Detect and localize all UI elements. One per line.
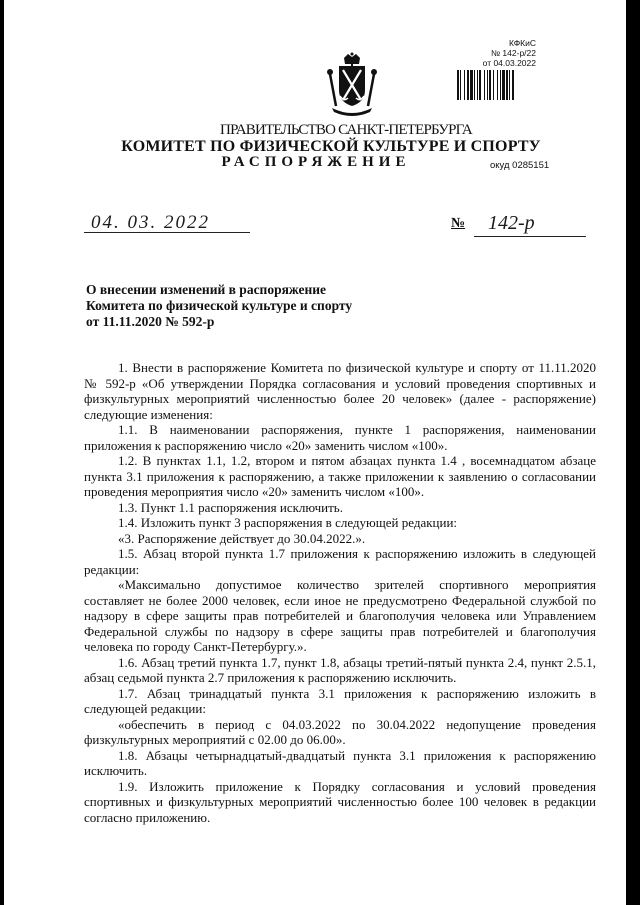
scan-border bbox=[626, 0, 640, 905]
paragraph: 1.5. Абзац второй пункта 1.7 приложения к распоряжению изложить в следующей редакции: bbox=[84, 546, 596, 577]
barcode-bar bbox=[474, 70, 475, 100]
okud-code: окуд 0285151 bbox=[490, 160, 550, 171]
barcode-bar bbox=[493, 70, 494, 100]
barcode-bar bbox=[479, 70, 481, 100]
number-underline bbox=[474, 236, 586, 237]
barcode-bar bbox=[512, 70, 514, 100]
barcode-bar bbox=[477, 70, 478, 100]
barcode-bar bbox=[506, 70, 508, 100]
handwritten-date: 04. 03. 2022 bbox=[91, 212, 210, 233]
handwritten-number: 142-р bbox=[488, 212, 535, 234]
paragraph: 1.1. В наименовании распоряжения, пункте 1 распоряжения, наименовании приложения к распоряжению число «20» заменить числом «100». bbox=[84, 422, 596, 453]
committee-title: КОМИТЕТ ПО ФИЗИЧЕСКОЙ КУЛЬТУРЕ И СПОРТУ bbox=[121, 138, 541, 155]
stamp-line: № 142-р/22 bbox=[490, 48, 536, 58]
paragraph: 1.8. Абзацы четырнадцатый-двадцатый пункта 3.1 приложения к распоряжению исключить. bbox=[84, 747, 596, 778]
date-underline bbox=[84, 232, 250, 233]
document-body bbox=[84, 360, 596, 825]
paragraph: 1.3. Пункт 1.1 распоряжения исключить. bbox=[118, 499, 343, 515]
barcode-icon bbox=[457, 70, 535, 100]
subject-line: Комитета по физической культуре и спорту bbox=[86, 298, 353, 313]
barcode-bar bbox=[484, 70, 485, 100]
barcode-bar bbox=[467, 70, 469, 100]
document-subject bbox=[86, 282, 352, 330]
barcode-bar bbox=[509, 70, 510, 100]
paragraph: 1.4. Изложить пункт 3 распоряжения в следующей редакции: bbox=[118, 515, 458, 530]
barcode-bar bbox=[500, 70, 501, 100]
paragraph: 1.7. Абзац тринадцатый пункта 3.1 приложения к распоряжению изложить в следующей редакции: bbox=[84, 685, 596, 716]
document-type: РАСПОРЯЖЕНИЕ bbox=[221, 154, 411, 170]
barcode-bar bbox=[457, 70, 459, 100]
paragraph: «Максимально допустимое количество зрителей спортивного мероприятия составляет не более 2000 человек, если иное не предусмотрено Федеральной службой по надзору в сфере защиты прав потребителей и благополучия человека или Управлением Федеральной службы по надзору в сфере защиты прав потребителей и благополучия человека по городу Санкт-Петербургу.». bbox=[84, 577, 596, 654]
number-label: № bbox=[451, 216, 466, 231]
barcode-bar bbox=[464, 70, 465, 100]
barcode-bar bbox=[497, 70, 498, 100]
stamp-line: от 04.03.2022 bbox=[482, 58, 536, 68]
government-title: ПРАВИТЕЛЬСТВО САНКТ-ПЕТЕРБУРГА bbox=[220, 122, 472, 138]
barcode-bar bbox=[489, 70, 491, 100]
st-petersburg-coat-of-arms-icon bbox=[322, 52, 382, 118]
subject-line: от 11.11.2020 № 592-р bbox=[86, 314, 215, 329]
paragraph: «обеспечить в период с 04.03.2022 по 30.04.2022 недопущение проведения физкультурных мероприятий с 02.00 до 06.00». bbox=[84, 716, 596, 747]
barcode-bar bbox=[470, 70, 473, 100]
barcode-bar bbox=[460, 70, 461, 100]
paragraph: 1.2. В пунктах 1.1, 1.2, втором и пятом абзацах пункта 1.4 , восемнадцатом абзаце пункта 3.1 приложения к распоряжению, а также приложении к заявлению о согласовании проведения мероприятия число «20» заменить числом «100». bbox=[84, 453, 596, 499]
document-page bbox=[4, 0, 628, 905]
paragraph: «3. Распоряжение действует до 30.04.2022.». bbox=[118, 530, 366, 546]
paragraph: 1.6. Абзац третий пункта 1.7, пункт 1.8, абзацы третий-пятый пункта 2.4, пункт 2.5.1, абзац седьмой пункта 2.7 приложения к распоряжению исключить. bbox=[84, 654, 596, 685]
paragraph: 1.9. Изложить приложение к Порядку согласования и условий проведения спортивных и физкультурных мероприятий численностью более 100 человек в редакции согласно приложению. bbox=[84, 778, 596, 825]
subject-line: О внесении изменений в распоряжение bbox=[86, 282, 327, 297]
paragraph: 1. Внести в распоряжение Комитета по физической культуре и спорту от 11.11.2020 № 592-р «Об утверждении Порядка согласования и условий проведения спортивных и физкультурных мероприятий численностью более 20 человек» (далее - распоряжение) следующие изменения: bbox=[84, 360, 596, 422]
registration-stamp bbox=[450, 38, 536, 68]
stamp-line: КФКиС bbox=[509, 38, 536, 48]
barcode-bar bbox=[487, 70, 488, 100]
barcode-bar bbox=[502, 70, 505, 100]
